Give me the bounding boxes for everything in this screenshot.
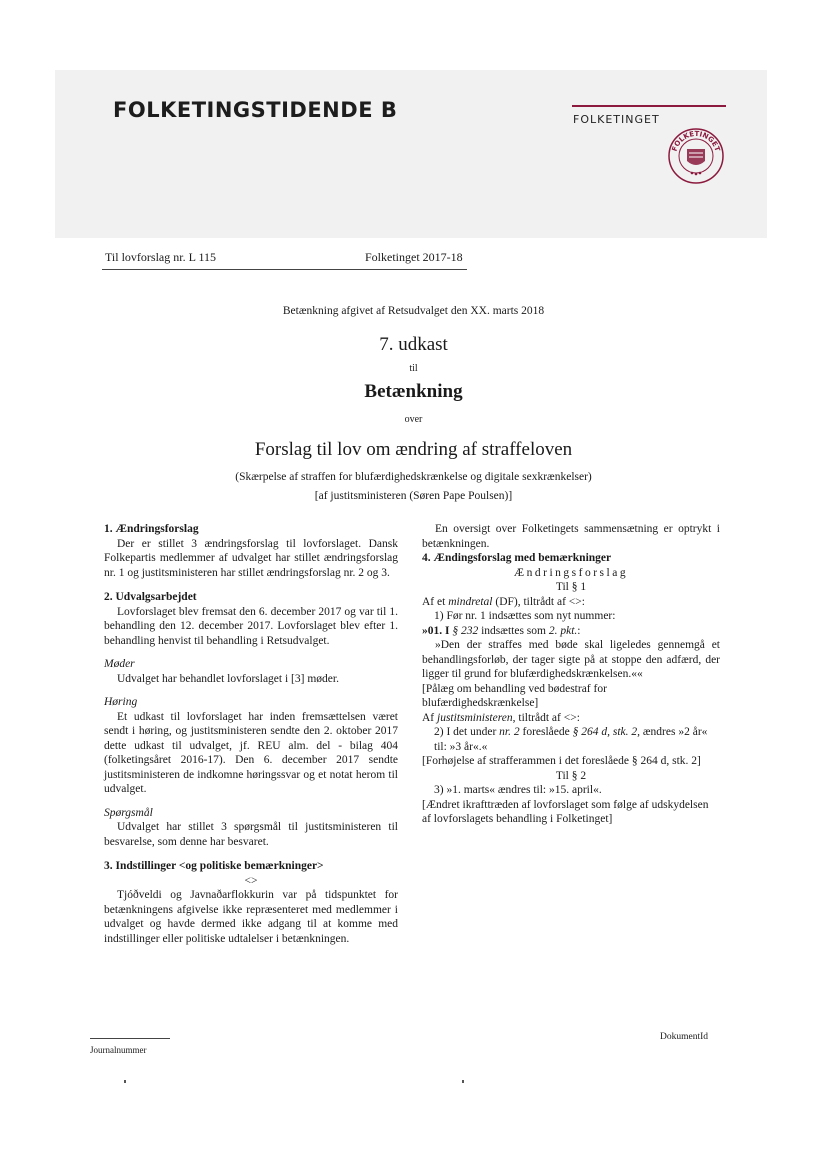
horing-heading: Høring [104, 696, 138, 708]
folketinget-seal-icon [667, 127, 725, 185]
amendment-2-note: [Forhøjelse af strafferammen i det foreslåede § 264 d, stk. 2] [422, 755, 701, 767]
footer-rule [90, 1038, 170, 1039]
proposer-line-1: Af et mindretal (DF), tiltrådt af <>: [422, 595, 585, 608]
publication-title: FOLKETINGSTIDENDE B [113, 98, 398, 122]
scan-speck [462, 1080, 464, 1083]
til-paragraph-1: Til § 1 [555, 581, 587, 593]
bill-reference: Til lovforslag nr. L 115 [105, 250, 217, 264]
bill-subtitle: (Skærpelse af straffen for blufærdighedskrænkelse og digitale sexkrænkelser) [235, 471, 592, 483]
amendment-1-text: »Den der straffes med bøde skal ligeledes gennemgå et behandlingsforløb, der tager sigte på at stoppe den adfærd, der ligger til grund for blufærdighedskrænkelsen.«« [422, 639, 720, 680]
moder-text: Udvalget har behandlet lovforslaget i [3] møder. [117, 672, 339, 685]
journal-number: Journalnummer [90, 1045, 147, 1055]
left-column [104, 522, 398, 946]
til-word: til [409, 363, 418, 374]
document-title: Betænkning [364, 381, 463, 402]
minister-line: [af justitsministeren (Søren Pape Poulsen)] [314, 490, 513, 502]
section-3-placeholder: <> [244, 874, 258, 887]
amendment-3-note: [Ændret ikrafttræden af lovforslaget som følge af udskydelsen af lovforslagets behandling i Folketinget] [422, 798, 709, 825]
section-1-text: Der er stillet 3 ændringsforslag til lovforslaget. Dansk Folkepartis medlemmer af udvalget har stillet ændringsforslag nr. 1 og justitsministeren har stillet ændringsforslag nr. 2 og 3. [104, 537, 398, 579]
horing-text: Et udkast til lovforslaget har inden fremsættelsen været sendt i høring, og justitsministeren sendte den 2. oktober 2017 dette udkast til udvalget, jf. REU alm. del - bilag 404 (folketingsåret 2016-17). Den 6. december 2017 sendte justitsministeren de indkomne høringssvar og et notat herom til udvalget. [104, 710, 398, 795]
scan-speck [124, 1080, 126, 1083]
organization-rule [572, 105, 726, 107]
document-id: DokumentId [660, 1032, 709, 1042]
meta-divider [102, 269, 467, 270]
amendment-1-note: [Pålæg om behandling ved bødestraf for blufærdighedskrænkelse] [422, 682, 607, 709]
section-3-text: Tjóðveldi og Javnaðarflokkurin var på tidspunktet for betænkningens afgivelse ikke repræsenteret med medlemmer i udvalget og havde dermed ikke adgang til at komme med indstillinger eller politiske udtalelser i betænkningen. [104, 889, 398, 945]
right-column [422, 522, 720, 827]
amendment-1-insert: »01. I § 232 indsættes som 2. pkt.: [422, 624, 581, 637]
report-lead: Betænkning afgivet af Retsudvalget den XX. marts 2018 [282, 305, 545, 317]
amendment-3: 3) »1. marts« ændres til: »15. april«. [434, 784, 602, 796]
section-1-heading: 1. Ændringsforslag [104, 523, 199, 535]
bill-title: Forslag til lov om ændring af straffeloven [254, 439, 573, 460]
proposer-line-2: Af justitsministeren, tiltrådt af <>: [422, 711, 580, 724]
sporgsmal-heading: Spørgsmål [104, 806, 153, 819]
til-paragraph-2: Til § 2 [555, 769, 587, 782]
session: Folketinget 2017-18 [365, 250, 463, 264]
amendments-heading: Ændringsforslag [513, 566, 629, 579]
organization-name: FOLKETINGET [573, 113, 660, 126]
section-2-heading: 2. Udvalgsarbejdet [104, 591, 197, 603]
amendment-2: 2) I det under nr. 2 foreslåede § 264 d, stk. 2, ændres »2 år« til: »3 år«.« [434, 726, 708, 753]
seal-text: FOLKETINGET [670, 129, 722, 153]
moder-heading: Møder [104, 658, 135, 670]
draft-number: 7. udkast [379, 334, 448, 355]
section-2-text: Lovforslaget blev fremsat den 6. december 2017 og var til 1. behandling den 12. december 2017. Lovforslaget blev efter 1. behandling henvist til behandling i Retsudvalget. [104, 605, 398, 647]
header-band [55, 70, 767, 238]
composition-note: En oversigt over Folketingets sammensætning er optrykt i betænkningen. [422, 523, 720, 550]
section-4-heading: 4. Ændingsforslag med bemærkninger [422, 552, 612, 564]
amendment-1: 1) Før nr. 1 indsættes som nyt nummer: [434, 610, 616, 622]
sporgsmal-text: Udvalget har stillet 3 spørgsmål til justitsministeren til besvarelse, som denne har besvaret. [104, 821, 398, 848]
over-word: over [404, 414, 423, 425]
section-3-heading: 3. Indstillinger <og politiske bemærkninger> [104, 860, 324, 872]
